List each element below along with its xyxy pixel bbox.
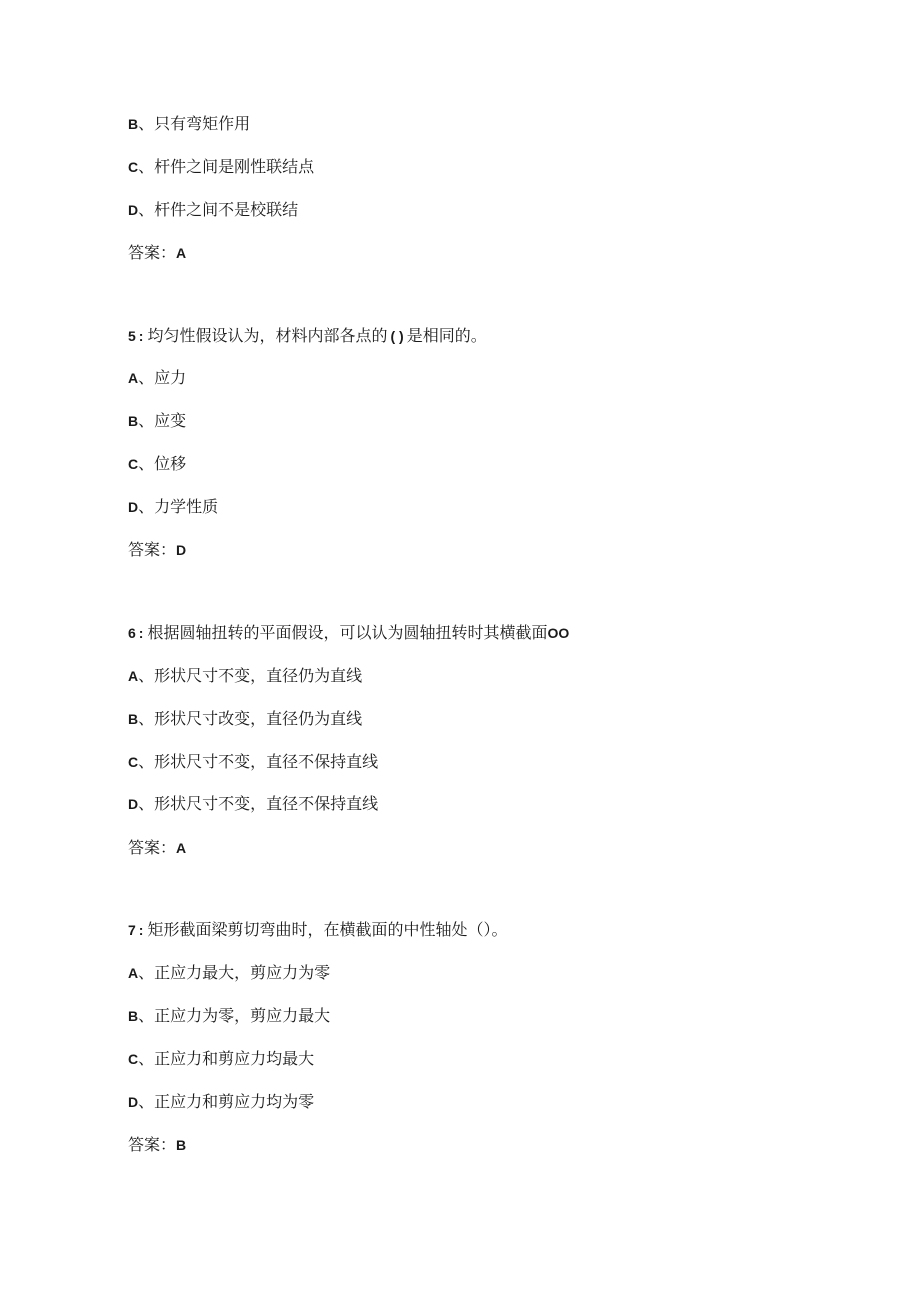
- option-b: [128, 708, 362, 730]
- option-letter: C: [128, 159, 139, 175]
- option-d: [128, 793, 378, 815]
- option-letter: B: [128, 711, 139, 727]
- answer-value: D: [176, 542, 187, 558]
- option-letter: C: [128, 1051, 139, 1067]
- option-text: 正应力和剪应力均为零: [154, 1092, 315, 1111]
- question-text: 根据圆轴扭转的平面假设，可以认为圆轴扭转时其横截面: [147, 623, 548, 642]
- question-text-tail: 是相同的。: [406, 326, 487, 345]
- answer-prefix: 答案：: [128, 540, 177, 559]
- option-text: 形状尺寸不变，直径不保持直线: [154, 794, 379, 813]
- option-text: 杆件之间是刚性联结点: [154, 157, 315, 176]
- option-text: 应变: [154, 411, 187, 430]
- option-separator: 、: [138, 1006, 155, 1025]
- option-a: [128, 367, 186, 389]
- option-d: [128, 496, 218, 518]
- question-stem: [128, 325, 487, 347]
- question-colon: :: [138, 625, 144, 641]
- question-blank: ( ): [390, 328, 404, 344]
- option-letter: A: [128, 370, 139, 386]
- option-c: [128, 751, 378, 773]
- answer-value: B: [176, 1137, 187, 1153]
- option-b: [128, 1005, 330, 1027]
- question-colon: :: [138, 922, 144, 938]
- option-b: [128, 410, 186, 432]
- option-text: 形状尺寸不变，直径仍为直线: [154, 666, 363, 685]
- option-separator: 、: [138, 794, 155, 813]
- option-separator: 、: [138, 368, 155, 387]
- option-a: [128, 962, 330, 984]
- answer-line: [128, 539, 186, 561]
- option-c: [128, 1048, 314, 1070]
- option-text: 位移: [154, 454, 187, 473]
- option-d: [128, 199, 298, 221]
- answer-prefix: 答案：: [128, 838, 177, 857]
- option-letter: D: [128, 202, 139, 218]
- option-letter: A: [128, 668, 139, 684]
- answer-prefix: 答案：: [128, 243, 177, 262]
- option-text: 正应力为零，剪应力最大: [154, 1006, 331, 1025]
- question-text: 矩形截面梁剪切弯曲时，在横截面的中性轴处（）。: [147, 920, 508, 939]
- option-text: 形状尺寸不变，直径不保持直线: [154, 752, 379, 771]
- option-text: 力学性质: [154, 497, 219, 516]
- option-d: [128, 1091, 314, 1113]
- option-separator: 、: [138, 157, 155, 176]
- option-separator: 、: [138, 709, 155, 728]
- option-separator: 、: [138, 1049, 155, 1068]
- option-c: [128, 156, 314, 178]
- question-number: 7: [128, 922, 136, 938]
- question-blank: OO: [547, 625, 570, 641]
- option-text: 杆件之间不是校联结: [154, 200, 299, 219]
- option-letter: D: [128, 499, 139, 515]
- answer-line: [128, 1134, 186, 1156]
- option-a: [128, 665, 362, 687]
- question-colon: :: [138, 328, 144, 344]
- option-letter: C: [128, 456, 139, 472]
- answer-value: A: [176, 840, 187, 856]
- option-text: 应力: [154, 368, 187, 387]
- answer-value: A: [176, 245, 187, 261]
- option-separator: 、: [138, 454, 155, 473]
- option-letter: B: [128, 116, 139, 132]
- answer-line: [128, 242, 186, 264]
- option-separator: 、: [138, 114, 155, 133]
- option-separator: 、: [138, 752, 155, 771]
- option-letter: D: [128, 796, 139, 812]
- option-text: 只有弯矩作用: [154, 114, 251, 133]
- option-text: 正应力最大，剪应力为零: [154, 963, 331, 982]
- option-text: 形状尺寸改变，直径仍为直线: [154, 709, 363, 728]
- option-separator: 、: [138, 666, 155, 685]
- question-stem: [128, 919, 507, 941]
- option-letter: C: [128, 754, 139, 770]
- option-separator: 、: [138, 411, 155, 430]
- answer-prefix: 答案：: [128, 1135, 177, 1154]
- option-letter: B: [128, 1008, 139, 1024]
- question-stem: [128, 622, 569, 644]
- question-text: 均匀性假设认为，材料内部各点的: [147, 326, 388, 345]
- option-separator: 、: [138, 200, 155, 219]
- option-b: [128, 113, 250, 135]
- question-number: 6: [128, 625, 136, 641]
- option-text: 正应力和剪应力均最大: [154, 1049, 315, 1068]
- option-letter: A: [128, 965, 139, 981]
- option-c: [128, 453, 186, 475]
- option-separator: 、: [138, 1092, 155, 1111]
- answer-line: [128, 837, 186, 859]
- option-separator: 、: [138, 963, 155, 982]
- option-separator: 、: [138, 497, 155, 516]
- option-letter: B: [128, 413, 139, 429]
- option-letter: D: [128, 1094, 139, 1110]
- question-number: 5: [128, 328, 136, 344]
